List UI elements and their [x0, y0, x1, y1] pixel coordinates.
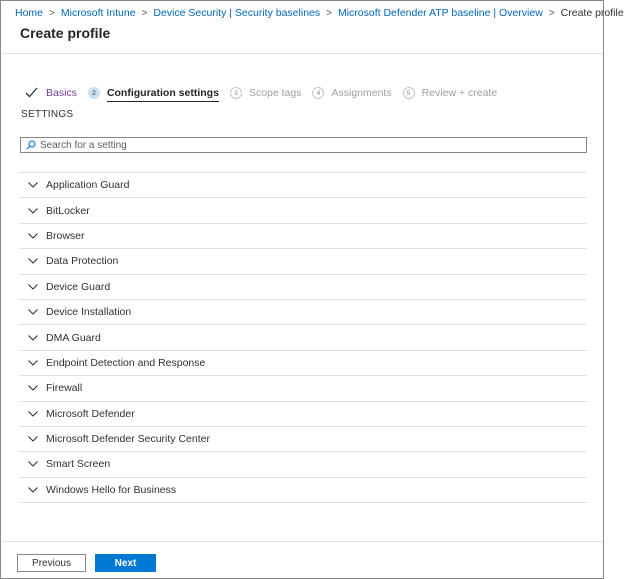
setting-row-device-guard[interactable]: [20, 275, 587, 300]
setting-row-endpoint-detection-and-response[interactable]: [20, 351, 587, 376]
setting-row-microsoft-defender[interactable]: [20, 402, 587, 427]
chevron-down-icon: [27, 181, 39, 189]
chevron-down-icon: [27, 410, 39, 418]
step-label: Review + create: [421, 87, 498, 99]
chevron-down-icon: [27, 460, 39, 468]
step-review-create[interactable]: [403, 87, 498, 99]
chevron-right-icon: >: [548, 7, 555, 19]
chevron-right-icon: >: [326, 7, 332, 19]
chevron-down-icon: [27, 308, 39, 316]
setting-row-windows-hello-for-business[interactable]: [20, 478, 587, 503]
setting-label: Endpoint Detection and Response: [46, 356, 206, 369]
setting-row-microsoft-defender-security-center[interactable]: [20, 427, 587, 452]
next-button[interactable]: Next: [95, 554, 156, 572]
setting-label: Browser: [46, 229, 85, 242]
setting-row-device-installation[interactable]: [20, 300, 587, 325]
step-assignments[interactable]: [312, 87, 391, 99]
step-label-active: [107, 87, 219, 99]
breadcrumb-current: Create profile: [560, 7, 624, 19]
setting-label: Device Guard: [46, 280, 111, 293]
setting-label: Smart Screen: [46, 458, 111, 471]
setting-label: DMA Guard: [46, 331, 101, 344]
step-label: Assignments: [331, 87, 392, 99]
title-divider: [2, 53, 602, 54]
settings-list: [20, 172, 587, 503]
breadcrumb-defender-baseline-overview[interactable]: Microsoft Defender ATP baseline | Overview: [337, 7, 543, 19]
setting-label: Data Protection: [46, 255, 119, 268]
chevron-down-icon: [27, 359, 39, 367]
step-label: Scope tags: [248, 87, 302, 99]
chevron-right-icon: >: [49, 7, 55, 19]
chevron-down-icon: [27, 283, 39, 291]
active-step-underline: [107, 101, 219, 103]
chevron-down-icon: [27, 435, 39, 443]
setting-row-application-guard[interactable]: [20, 173, 587, 198]
setting-row-bitlocker[interactable]: [20, 198, 587, 223]
step-number: 5: [403, 87, 415, 99]
search-box: [20, 137, 587, 153]
setting-label: Device Installation: [46, 306, 132, 319]
step-number: 2: [88, 87, 100, 99]
footer-divider: [2, 541, 602, 542]
breadcrumb-security-baselines[interactable]: Device Security | Security baselines: [153, 7, 321, 19]
setting-label: BitLocker: [46, 204, 90, 217]
step-label-text: Configuration settings: [106, 87, 219, 99]
previous-button[interactable]: Previous: [17, 554, 86, 572]
setting-label: Microsoft Defender: [46, 407, 135, 420]
chevron-right-icon: >: [141, 7, 148, 19]
wizard-steps: [25, 85, 508, 101]
setting-row-dma-guard[interactable]: [20, 325, 587, 350]
search-icon: [26, 140, 36, 150]
step-number: 4: [312, 87, 324, 99]
step-label: Basics: [46, 87, 77, 99]
breadcrumb-microsoft-intune[interactable]: Microsoft Intune: [60, 7, 136, 19]
setting-row-data-protection[interactable]: [20, 249, 587, 274]
setting-row-smart-screen[interactable]: [20, 452, 587, 477]
chevron-down-icon: [27, 384, 39, 392]
setting-label: Windows Hello for Business: [46, 483, 177, 496]
settings-heading: SETTINGS: [21, 109, 74, 120]
chevron-down-icon: [27, 486, 39, 494]
setting-label: Application Guard: [46, 179, 130, 192]
step-basics[interactable]: [25, 87, 77, 100]
setting-row-firewall[interactable]: [20, 376, 587, 401]
page-title: Create profile: [20, 25, 111, 41]
setting-label: Firewall: [46, 382, 83, 395]
search-input[interactable]: [40, 140, 586, 151]
chevron-down-icon: [27, 257, 39, 265]
chevron-down-icon: [27, 334, 39, 342]
chevron-down-icon: [27, 207, 39, 215]
step-number: 3: [230, 87, 242, 99]
setting-row-browser[interactable]: [20, 224, 587, 249]
breadcrumb: [15, 6, 624, 20]
breadcrumb-home[interactable]: Home: [15, 7, 44, 19]
checkmark-icon: [25, 87, 38, 100]
step-configuration-settings[interactable]: [88, 87, 219, 99]
chevron-down-icon: [27, 232, 39, 240]
setting-label: Microsoft Defender Security Center: [46, 433, 210, 446]
step-scope-tags[interactable]: [230, 87, 302, 99]
